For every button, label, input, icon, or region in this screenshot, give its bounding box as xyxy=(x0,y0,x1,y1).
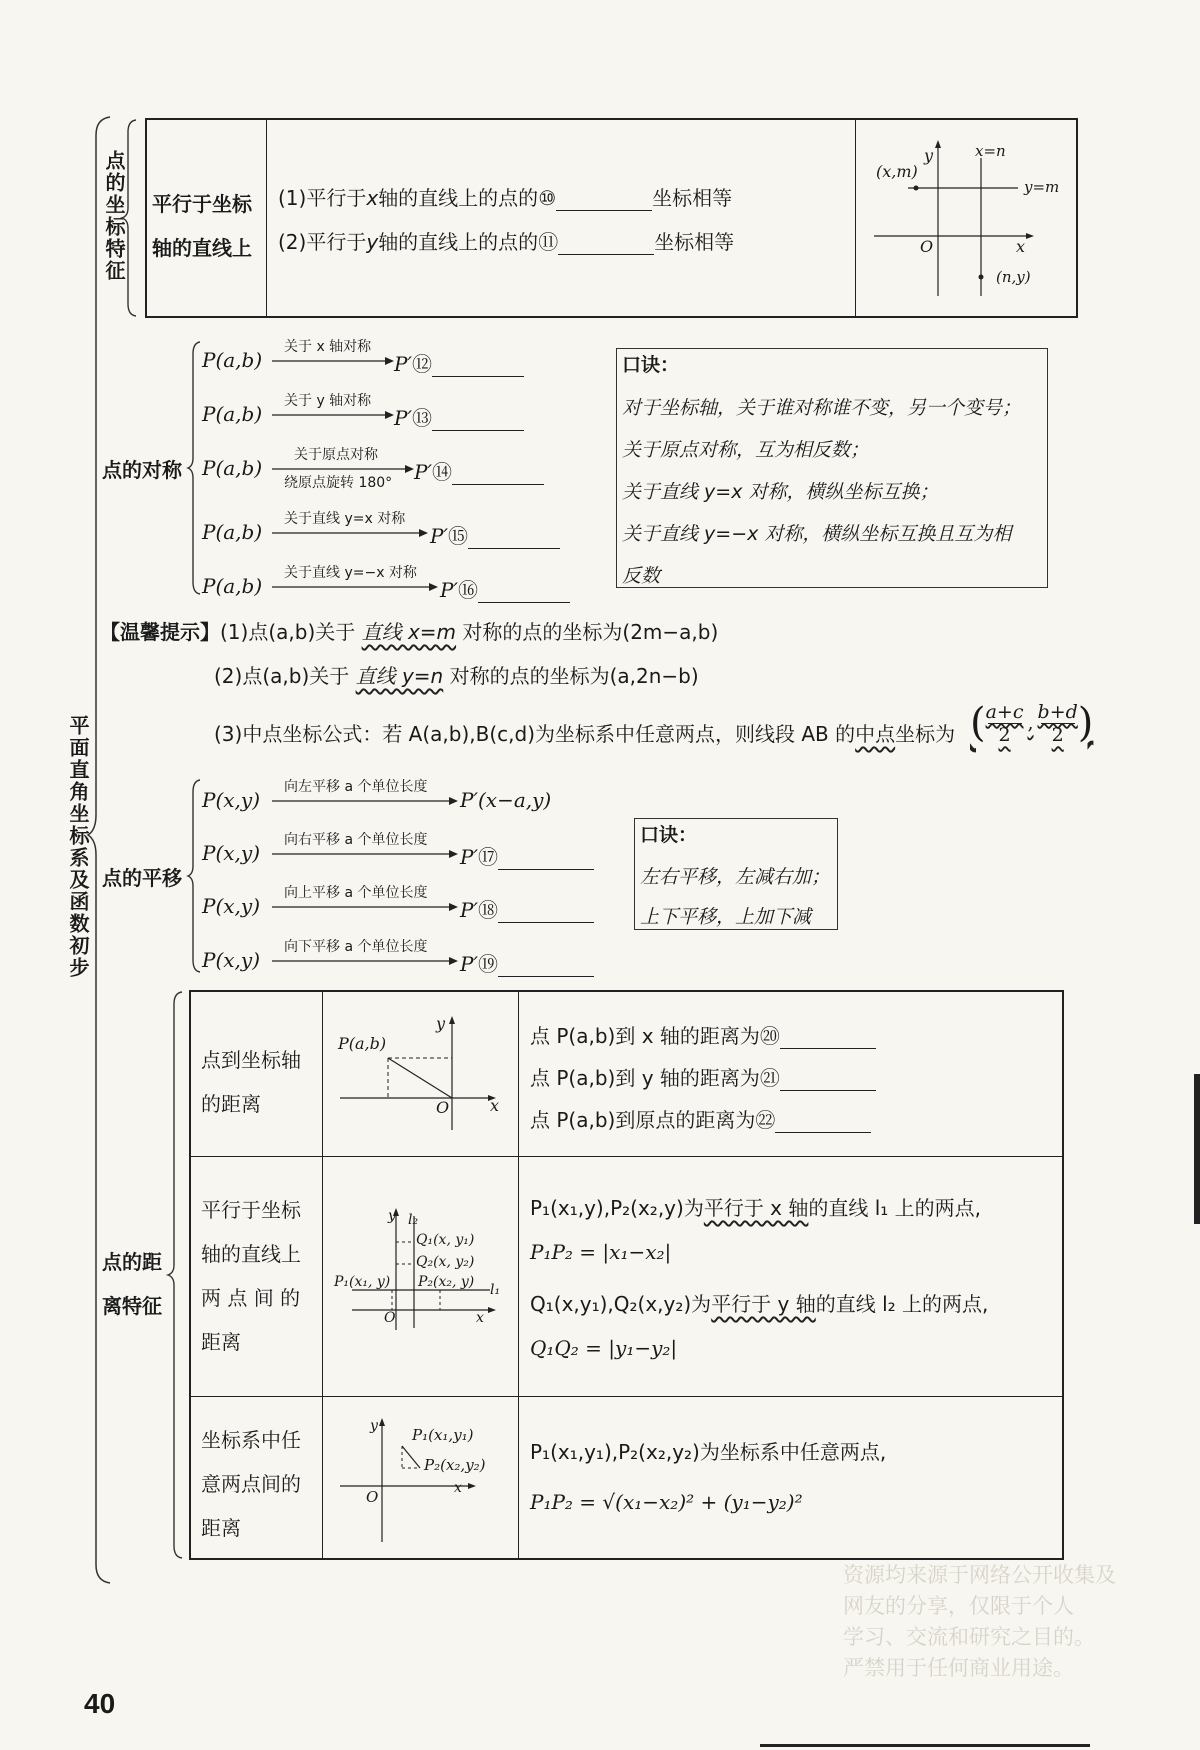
trans-row4-label: 向下平移 a 个单位长度 xyxy=(284,939,428,955)
section1-line1: (1)平行于x轴的直线上的点的⑩ 坐标相等 xyxy=(278,186,733,210)
trans-row2-src: P(x,y) xyxy=(202,841,260,865)
diag1-ny: (n,y) xyxy=(996,268,1031,286)
section3-title: 点的平移 xyxy=(102,866,182,890)
dist-row2-q2: Q₂(x, y₂) xyxy=(416,1254,475,1270)
sym-row4-src: P(a,b) xyxy=(202,520,263,544)
trans-row4-src: P(x,y) xyxy=(202,948,260,972)
section3-mnemonic-title: 口诀： xyxy=(640,824,698,846)
diag1-o: O xyxy=(920,237,934,256)
dist-row3-p1: P₁(x₁,y₁) xyxy=(412,1426,474,1444)
section2-mnemonic-line: 关于直线 y=−x 对称，横纵坐标互换且互为相 xyxy=(622,523,1012,545)
dist-row2-line2: P₁P₂ = |x₁−x₂| xyxy=(530,1240,672,1264)
dist-row1-o: O xyxy=(436,1098,450,1117)
section3-mnemonic-line: 左右平移，左减右加； xyxy=(640,866,831,888)
sym-row5-arrow xyxy=(272,582,440,592)
section2-mnemonic-line: 关于原点对称，互为相反数； xyxy=(622,439,870,461)
dist-row1-label: 点到坐标轴 的距离 xyxy=(201,1048,301,1116)
sym-row1-label: 关于 x 轴对称 xyxy=(284,339,372,355)
section2-mnemonic-line: 关于直线 y=x 对称，横纵坐标互换； xyxy=(622,481,939,503)
dist-row3-line1: P₁(x₁,y₁),P₂(x₂,y₂)为坐标系中任意两点, xyxy=(530,1440,887,1464)
dist-row2-p1: P₁(x₁, y) xyxy=(334,1274,391,1290)
sym-row2-src: P(a,b) xyxy=(202,402,263,426)
side-brace xyxy=(86,115,120,1585)
dist-row2-o: O xyxy=(384,1310,396,1326)
section2-mnemonic-title: 口诀： xyxy=(622,354,680,376)
dist-row3-o: O xyxy=(366,1488,379,1506)
bottom-edge-mark xyxy=(760,1744,1090,1747)
sym-row4-dst: P′⑮ xyxy=(430,520,560,549)
section4-brace xyxy=(166,990,186,1560)
tip-2: (2)点(a,b)关于 直线 y=n 对称的点的坐标为(a,2n−b) xyxy=(214,664,699,688)
margin-mark xyxy=(1194,1074,1200,1224)
side-title: 平面直角坐标系及函数初步 xyxy=(66,715,90,979)
section2-mnemonic-box xyxy=(616,348,1048,588)
sym-row4-arrow xyxy=(272,528,430,538)
dist-row2-p2: P₂(x₂, y) xyxy=(418,1274,475,1290)
trans-row3-dst: P′⑱ xyxy=(460,894,594,923)
dist-row3-x: x xyxy=(454,1480,462,1496)
dist-row3-p2: P₂(x₂,y₂) xyxy=(424,1456,486,1474)
dist-row2-line3: Q₁(x,y₁),Q₂(x,y₂)为平行于 y 轴的直线 l₂ 上的两点, xyxy=(530,1292,989,1316)
sym-row1-dst: P′⑫ xyxy=(394,348,524,377)
trans-row1-label: 向左平移 a 个单位长度 xyxy=(284,779,428,795)
diag1-y: y xyxy=(924,146,934,165)
sym-row3-dst: P′⑭ xyxy=(414,456,544,485)
watermark: 资源均来源于网络公开收集及 网友的分享，仅限于个人 学习、交流和研究之目的。 严禁用于任何商业用途。 xyxy=(843,1563,1116,1680)
trans-row3-arrow xyxy=(272,902,460,912)
trans-row2-arrow xyxy=(272,849,460,859)
trans-row3-label: 向上平移 a 个单位长度 xyxy=(284,885,428,901)
section2-mnemonic-line: 对于坐标轴，关于谁对称谁不变，另一个变号； xyxy=(622,397,1022,419)
dist-row2-l2: l₂ xyxy=(408,1212,419,1228)
diag1-ym: y=m xyxy=(1024,178,1060,196)
trans-row4-dst: P′⑲ xyxy=(460,948,594,977)
trans-row4-arrow xyxy=(272,956,460,966)
dist-row2-line1: P₁(x₁,y),P₂(x₂,y)为平行于 x 轴的直线 l₁ 上的两点, xyxy=(530,1196,982,1220)
sym-row2-label: 关于 y 轴对称 xyxy=(284,393,372,409)
dist-row1-line: 点 P(a,b)到原点的距离为㉒ xyxy=(530,1104,871,1133)
trans-row1-src: P(x,y) xyxy=(202,788,260,812)
sym-row5-src: P(a,b) xyxy=(202,574,263,598)
dist-row2-x: x xyxy=(476,1310,484,1326)
section1-row-label: 平行于坐标 轴的直线上 xyxy=(152,192,252,260)
sym-row3-label-top: 关于原点对称 xyxy=(294,447,378,463)
trans-row2-label: 向右平移 a 个单位长度 xyxy=(284,832,428,848)
dist-row2-l1: l₁ xyxy=(490,1282,501,1298)
dist-row1-y: y xyxy=(436,1014,446,1033)
sym-row2-dst: P′⑬ xyxy=(394,402,524,431)
dist-row2-q1: Q₁(x, y₁) xyxy=(416,1232,475,1248)
diag1-xm: (x,m) xyxy=(876,162,918,181)
dist-row1-p: P(a,b) xyxy=(338,1034,387,1053)
sym-row4-label: 关于直线 y=x 对称 xyxy=(284,511,406,527)
dist-row3-label: 坐标系中任 意两点间的 距离 xyxy=(201,1428,301,1540)
midpoint-fraction: ( a+c 2 , b+d 2 ) xyxy=(970,700,1094,746)
sym-row3-src: P(a,b) xyxy=(202,456,263,480)
dist-row1-diagram xyxy=(330,1012,512,1148)
sym-row1-arrow xyxy=(272,356,396,366)
diag1-xn: x=n xyxy=(975,142,1006,160)
section3-mnemonic-line: 上下平移，上加下减 xyxy=(640,906,812,928)
section1-title: 点的坐标特征 xyxy=(102,150,126,282)
section2-brace xyxy=(186,340,202,596)
section3-brace xyxy=(186,778,202,974)
tip-1: 【温馨提示】(1)点(a,b)关于 直线 x=m 对称的点的坐标为(2m−a,b) xyxy=(100,620,719,644)
sym-row2-arrow xyxy=(272,410,396,420)
trans-row2-dst: P′⑰ xyxy=(460,841,594,870)
sym-row5-label: 关于直线 y=−x 对称 xyxy=(284,565,417,581)
dist-row2-y: y xyxy=(388,1208,396,1224)
sym-row1-src: P(a,b) xyxy=(202,348,263,372)
section1-brace xyxy=(120,118,140,318)
section2-mnemonic-line: 反数 xyxy=(622,565,661,587)
dist-row3-y: y xyxy=(370,1418,378,1434)
trans-row1-arrow xyxy=(272,796,460,806)
dist-row1-x: x xyxy=(490,1096,500,1115)
dist-row2-line4: Q₁Q₂ = |y₁−y₂| xyxy=(530,1336,678,1360)
trans-row1-dst: P′(x−a,y) xyxy=(460,788,552,812)
dist-row3-line2: P₁P₂ = √(x₁−x₂)² + (y₁−y₂)² xyxy=(530,1490,803,1514)
dist-row1-line: 点 P(a,b)到 y 轴的距离为㉑ xyxy=(530,1062,876,1091)
section4-title: 点的距 离特征 xyxy=(102,1250,162,1318)
trans-row3-src: P(x,y) xyxy=(202,894,260,918)
page-number: 40 xyxy=(84,1688,116,1719)
section2-title: 点的对称 xyxy=(102,458,182,482)
diag1-x: x xyxy=(1016,237,1026,256)
section1-line2: (2)平行于y轴的直线上的点的⑪ 坐标相等 xyxy=(278,230,735,254)
dist-row1-line: 点 P(a,b)到 x 轴的距离为⑳ xyxy=(530,1020,876,1049)
sym-row5-dst: P′⑯ xyxy=(440,574,570,603)
tip-3: (3)中点坐标公式：若 A(a,b),B(c,d)为坐标系中任意两点，则线段 AB 的中点坐标为 xyxy=(214,722,956,746)
dist-row2-label: 平行于坐标 轴的直线上 两 点 间 的 距离 xyxy=(201,1198,301,1354)
sym-row3-label-bottom: 绕原点旋转 180° xyxy=(284,475,393,491)
